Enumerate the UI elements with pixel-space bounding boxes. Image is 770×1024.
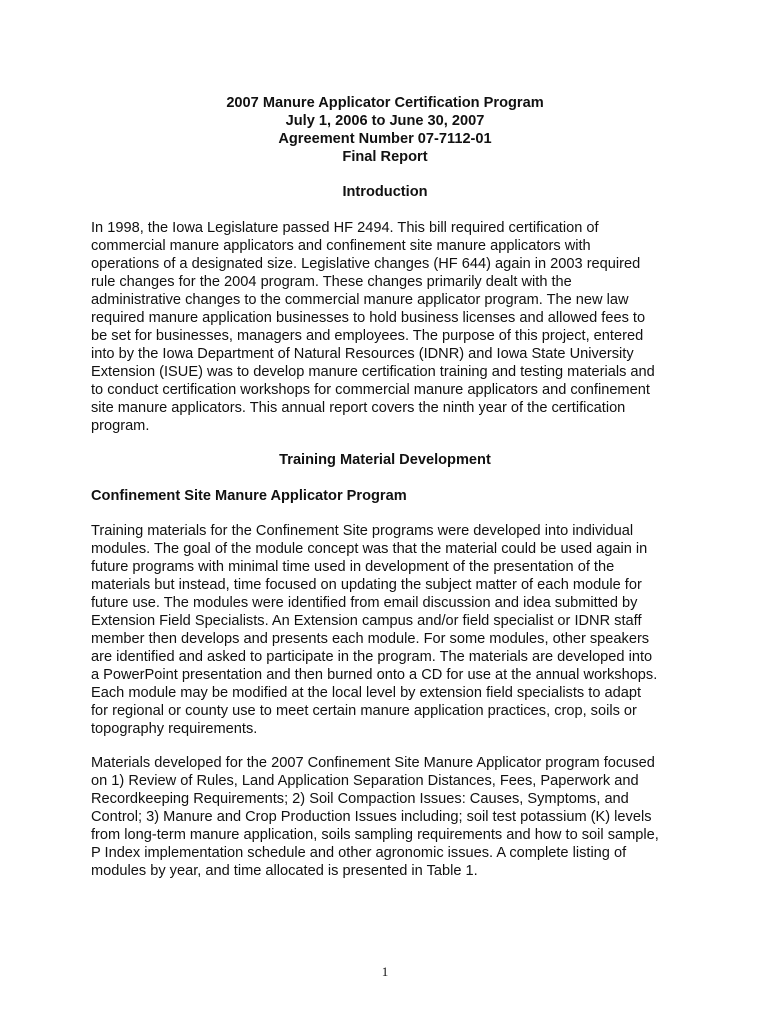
- page-number: 1: [381, 964, 389, 979]
- paragraph-line: required manure application businesses to hold business licenses and allowed fees to: [91, 310, 646, 326]
- paragraph-line: future programs with minimal time used in development of the presentation of the: [91, 559, 615, 575]
- paragraph-line: In 1998, the Iowa Legislature passed HF 2494. This bill required certification of: [91, 220, 599, 236]
- paragraph-line: be set for businesses, managers and employees. The purpose of this project, entered: [91, 328, 644, 344]
- paragraph-line: member then develops and presents each module. For some modules, other speakers: [91, 631, 650, 647]
- confinement-program-subheading: Confinement Site Manure Applicator Program: [91, 488, 407, 504]
- paragraph-line: administrative changes to the commercial manure applicator program. The new law: [91, 292, 629, 308]
- paragraph-line: site manure applicators. This annual report covers the ninth year of the certification: [91, 400, 626, 416]
- agreement-number: Agreement Number 07-7112-01: [278, 131, 492, 147]
- report-title-block: [0, 94, 770, 166]
- paragraph-line: a PowerPoint presentation and then burned onto a CD for use at the annual workshops.: [91, 667, 658, 683]
- paragraph-line: topography requirements.: [91, 721, 258, 737]
- paragraph-line: to conduct certification workshops for commercial manure applicators and confinement: [91, 382, 650, 398]
- paragraph-line: modules by year, and time allocated is presented in Table 1.: [91, 863, 478, 879]
- paragraph-line: rule changes for the 2004 program. These changes primarily dealt with the: [91, 274, 572, 290]
- paragraph-line: Each module may be modified at the local level by extension field specialists to adapt: [91, 685, 642, 701]
- paragraph-line: commercial manure applicators and confinement site manure applicators with: [91, 238, 591, 254]
- paragraph-line: for regional or county use to meet certain manure application practices, crop, soils or: [91, 703, 637, 719]
- paragraph-line: materials but instead, time focused on updating the subject matter of each module for: [91, 577, 642, 593]
- introduction-paragraph: [91, 219, 691, 435]
- training-paragraph-1: [91, 522, 691, 738]
- paragraph-line: operations of a designated size. Legislative changes (HF 644) again in 2003 required: [91, 256, 641, 272]
- report-period: July 1, 2006 to June 30, 2007: [285, 113, 485, 129]
- paragraph-line: from long-term manure application, soils sampling requirements and how to soil sample,: [91, 827, 659, 843]
- paragraph-line: Control; 3) Manure and Crop Production Issues including; soil test potassium (K) levels: [91, 809, 652, 825]
- paragraph-line: P Index implementation schedule and other agronomic issues. A complete listing of: [91, 845, 627, 861]
- paragraph-line: program.: [91, 418, 150, 434]
- paragraph-line: Materials developed for the 2007 Confinement Site Manure Applicator program focused: [91, 755, 655, 771]
- report-type: Final Report: [342, 149, 428, 165]
- paragraph-line: Extension (ISUE) was to develop manure certification training and testing materials and: [91, 364, 655, 380]
- paragraph-line: into by the Iowa Department of Natural Resources (IDNR) and Iowa State University: [91, 346, 634, 362]
- paragraph-line: Recordkeeping Requirements; 2) Soil Compaction Issues: Causes, Symptoms, and: [91, 791, 629, 807]
- report-title: 2007 Manure Applicator Certification Program: [226, 95, 544, 111]
- paragraph-line: modules. The goal of the module concept was that the material could be used again in: [91, 541, 648, 557]
- paragraph-line: are identified and asked to participate in the program. The materials are developed into: [91, 649, 653, 665]
- paragraph-line: Extension Field Specialists. An Extension campus and/or field specialist or IDNR staff: [91, 613, 642, 629]
- training-paragraph-2: [91, 754, 691, 880]
- paragraph-line: on 1) Review of Rules, Land Application Separation Distances, Fees, Paperwork and: [91, 773, 639, 789]
- paragraph-line: future use. The modules were identified from email discussion and idea submitted by: [91, 595, 638, 611]
- introduction-heading: Introduction: [342, 184, 428, 200]
- paragraph-line: Training materials for the Confinement Site programs were developed into individual: [91, 523, 634, 539]
- training-heading: Training Material Development: [279, 452, 491, 468]
